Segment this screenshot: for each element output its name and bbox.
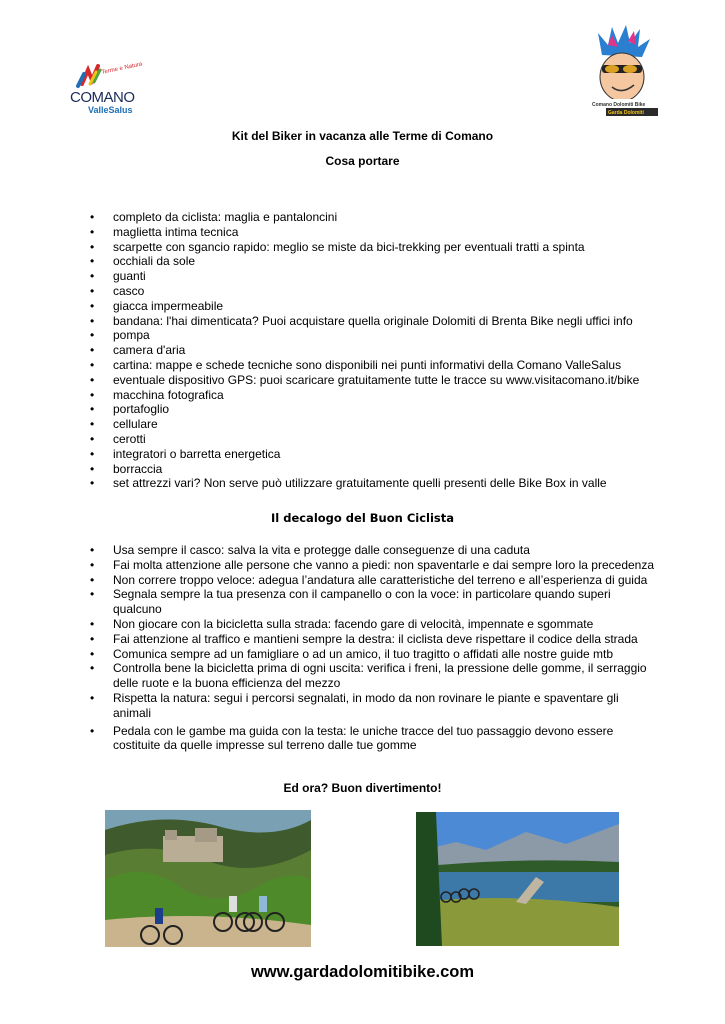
list-item: • integratori o barretta energetica	[88, 447, 658, 462]
list-item: • Segnala sempre la tua presenza con il campanello o con la voce: in particolare quando superi qualcuno	[88, 587, 658, 617]
list-item: • eventuale dispositivo GPS: puoi scaricare gratuitamente tutte le tracce su www.visitacomano.it/bike	[88, 373, 658, 388]
section-title-decalogo: Il decalogo del Buon Ciclista	[270, 511, 455, 525]
logo-tagline: Terme e Natura	[101, 61, 143, 76]
comano-logo	[68, 60, 148, 120]
logo-sub-text: ValleSalus	[88, 105, 133, 115]
footer-website[interactable]: www.gardadolomitibike.com	[250, 963, 475, 981]
list-item: • completo da ciclista: maglia e pantaloncini	[88, 210, 658, 225]
list-item: • Pedala con le gambe ma guida con la testa: le uniche tracce del tuo passaggio devono essere costituite da quelle impresse sul terreno dalle tue gomme	[88, 724, 658, 754]
photo-cyclists-lake	[416, 812, 619, 946]
list-item: • casco	[88, 284, 658, 299]
list-item: • pompa	[88, 328, 658, 343]
list-item: • set attrezzi vari? Non serve può utilizzare gratuitamente quelli presenti delle Bike Box in valle	[88, 476, 658, 491]
list-item: • guanti	[88, 269, 658, 284]
list-item: • Fai molta attenzione alle persone che vanno a piedi: non spaventarle e dai sempre loro la precedenza	[88, 558, 658, 573]
list-item: • Fai attenzione al traffico e mantieni sempre la destra: il ciclista deve rispettare il codice della strada	[88, 632, 658, 647]
list-item: • camera d'aria	[88, 343, 658, 358]
list-item: • macchina fotografica	[88, 388, 658, 403]
list-item: • cerotti	[88, 432, 658, 447]
list-item: • Non correre troppo veloce: adegua l’andatura alle caratteristiche del terreno e all’esperienza di guida	[88, 573, 658, 588]
list-item: • cellulare	[88, 417, 658, 432]
list-item: • Controlla bene la bicicletta prima di ogni uscita: verifica i freni, la pressione delle gomme, il serraggio delle ruote e la buona efficienza del mezzo	[88, 661, 658, 691]
list-item: • giacca impermeabile	[88, 299, 658, 314]
list-item: • occhiali da sole	[88, 254, 658, 269]
closing-line: Ed ora? Buon divertimento!	[283, 781, 442, 795]
list-item: • Comunica sempre ad un famigliare o ad un amico, il tuo tragitto o affidati alle nostre guide mtb	[88, 647, 658, 662]
mascot-line2: Garda Dolomiti	[608, 110, 644, 116]
packing-list	[88, 210, 658, 491]
list-item: • cartina: mappe e schede tecniche sono disponibili nei punti informativi della Comano ValleSalus	[88, 358, 658, 373]
list-item: • Non giocare con la bicicletta sulla strada: facendo gare di velocità, impennate e sgommate	[88, 617, 658, 632]
photo-cyclists-castle	[105, 810, 311, 947]
document-title: Kit del Biker in vacanza alle Terme di Comano	[231, 129, 494, 143]
list-item: • maglietta intima tecnica	[88, 225, 658, 240]
section-title-cosa-portare: Cosa portare	[325, 154, 400, 168]
list-item: • Usa sempre il casco: salva la vita e protegge dalle conseguenze di una caduta	[88, 543, 658, 558]
mascot-line1: Comano Dolomiti Bike	[592, 102, 646, 108]
list-item: • portafoglio	[88, 402, 658, 417]
list-item: • scarpette con sgancio rapido: meglio se miste da bici-trekking per eventuali tratti a spinta	[88, 240, 658, 255]
logo-main-text: COMANO	[70, 89, 135, 106]
list-item: • borraccia	[88, 462, 658, 477]
list-item: • Rispetta la natura: segui i percorsi segnalati, in modo da non rovinare le piante e spaventare gli animali	[88, 691, 658, 721]
list-item: • bandana: l'hai dimenticata? Puoi acquistare quella originale Dolomiti di Brenta Bike negli uffici info	[88, 314, 658, 329]
bike-mascot-logo	[588, 25, 668, 120]
rules-list	[88, 543, 658, 753]
